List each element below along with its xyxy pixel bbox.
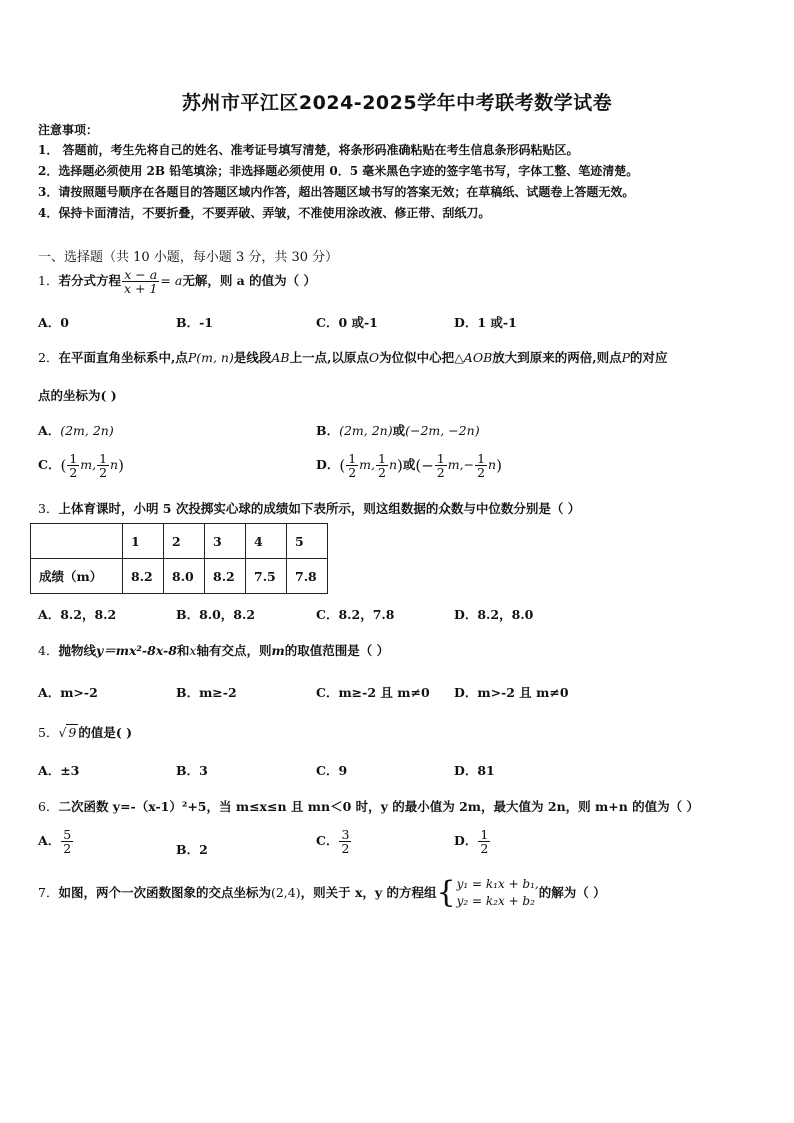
option-c[interactable] [316, 828, 352, 855]
option-label: C． [38, 457, 61, 473]
fraction [339, 828, 351, 855]
notice-heading: 注意事项： [38, 123, 99, 137]
option-a[interactable]: A．0 [38, 315, 69, 330]
option-or: 或 [402, 457, 416, 473]
square-root: √ 9 [58, 725, 77, 740]
fraction [61, 828, 73, 855]
fraction: $\frac{1}{2}$ [436, 451, 445, 481]
question-text: 上一点,以原点 [289, 350, 369, 365]
math-expression: y＝mx²-8x-8 [95, 643, 177, 658]
option-a[interactable] [38, 828, 74, 855]
question-2 [38, 348, 668, 366]
table-cell: 7.8 [287, 559, 328, 594]
option-a[interactable]: A．±3 [38, 763, 80, 778]
question-text: 无解，则 a 的值为（ ） [182, 273, 316, 289]
option-d[interactable]: D．m>-2 且 m≠0 [454, 685, 569, 700]
option-value: (2m, 2n) [339, 423, 393, 438]
fraction-numerator: 3 [341, 827, 350, 842]
option-value: (−2m, −2n) [405, 423, 480, 438]
question-7 [38, 876, 606, 911]
table-cell: 3 [205, 524, 246, 559]
question-6 [38, 797, 699, 815]
option-d[interactable] [454, 828, 491, 855]
option-b[interactable]: B．8.0，8.2 [176, 607, 256, 622]
option-c[interactable]: C．( $\frac{1}{2}$ m, $\frac{1}{2}$ n) [38, 451, 124, 481]
option-label: A． [38, 833, 61, 849]
question-text: 如图，两个一次函数图象的交点坐标为 [58, 884, 271, 900]
option-label: C． [316, 833, 339, 849]
notice-item: 3．请按照题号顺序在各题目的答题区域内作答，超出答题区域书写的答案无效；在草稿纸、试题卷上答题无效。 [38, 185, 635, 199]
radicand: 9 [68, 725, 77, 740]
table-cell: 4 [246, 524, 287, 559]
option-d[interactable]: D．8.2，8.0 [454, 607, 534, 622]
question-2-continued: 点的坐标为( ) [38, 388, 117, 403]
table-cell: 8.0 [164, 559, 205, 594]
option-b[interactable]: B．3 [176, 763, 208, 778]
option-value: (2m, 2n) [60, 423, 114, 438]
question-number: 4． [38, 643, 59, 658]
option-d[interactable]: D．1 或-1 [454, 315, 517, 330]
question-3 [38, 499, 580, 517]
math-variable: x [189, 643, 197, 658]
math-segment: AB [271, 350, 290, 365]
table-row [31, 559, 328, 594]
fraction-numerator: 1 [480, 827, 489, 842]
question-number: 6． [38, 799, 59, 814]
question-number: 7． [38, 884, 59, 900]
question-number: 1． [38, 273, 59, 289]
option-b[interactable] [316, 421, 480, 439]
fraction-denominator: x + 1 [123, 281, 158, 297]
question-text: 放大到原来的两倍,则点 [492, 350, 622, 365]
question-1 [38, 268, 316, 295]
math-origin: O [368, 350, 380, 365]
math-point: (2,4) [270, 884, 301, 900]
question-text: 上体育课时，小明 5 次投掷实心球的成绩如下表所示，则这组数据的众数与中位数分别是（ ） [58, 501, 581, 516]
table-header-row [31, 524, 328, 559]
question-number: 2． [38, 350, 59, 365]
table-cell [31, 524, 123, 559]
option-b[interactable]: B．-1 [176, 315, 213, 330]
question-text: 的对应 [630, 350, 668, 365]
fraction [478, 828, 490, 855]
table-cell: 成绩（m） [31, 559, 123, 594]
question-5 [38, 723, 132, 741]
equation-system: { y₁ = k₁x + b₁, y₂ = k₂x + b₂ [436, 875, 539, 911]
fraction-numerator: 5 [63, 827, 72, 842]
question-text: 的值是( ) [78, 725, 133, 740]
option-label: B． [316, 423, 340, 438]
fraction-denominator: 2 [63, 841, 72, 857]
page-title: 苏州市平江区2024-2025学年中考联考数学试卷 [181, 92, 613, 114]
fraction: $\frac{1}{2}$ [377, 451, 386, 481]
fraction-numerator: x − a [124, 267, 158, 282]
equation-line: y₁ = k₁x + b₁, [456, 877, 539, 891]
section-heading: 一、选择题（共 10 小题，每小题 3 分，共 30 分） [38, 250, 339, 265]
table-cell: 2 [164, 524, 205, 559]
math-point: P [621, 350, 631, 365]
equation-line: y₂ = k₂x + b₂ [456, 894, 535, 909]
question-text: 二次函数 y=-（x-1）²+5，当 m≤x≤n 且 mn＜0 时，y 的最小值为 2m，最大值为 2n，则 m+n 的值为（ ） [58, 799, 700, 814]
option-c[interactable]: C．m≥-2 且 m≠0 [316, 685, 430, 700]
math-triangle: △AOB [454, 350, 493, 365]
equation-rhs: = a [160, 273, 183, 289]
option-c[interactable]: C．8.2，7.8 [316, 607, 395, 622]
fraction: $\frac{1}{2}$ [477, 451, 486, 481]
question-text: 和 [176, 643, 190, 658]
scores-table [30, 523, 328, 594]
option-a[interactable]: A．m>-2 [38, 685, 98, 700]
question-4 [38, 641, 389, 659]
fraction-denominator: 2 [341, 841, 350, 857]
math-point: P(m, n) [187, 350, 234, 365]
question-text: 的解为（ ） [538, 884, 606, 900]
question-text: 为位似中心把 [379, 350, 455, 365]
table-cell: 1 [123, 524, 164, 559]
math-variable: m [271, 643, 285, 658]
notice-item: 4．保持卡面清洁，不要折叠，不要弄破、弄皱，不准使用涂改液、修正带、刮纸刀。 [38, 206, 491, 220]
question-text: ，则关于 x，y 的方程组 [300, 884, 437, 900]
question-text: 的取值范围是（ ） [284, 643, 390, 658]
notice-item: 1． 答题前，考生先将自己的姓名、准考证号填写清楚，将条形码准确粘贴在考生信息条形码粘贴区。 [38, 143, 579, 157]
question-text: 轴有交点，则 [196, 643, 272, 658]
option-d[interactable]: D．81 [454, 763, 495, 778]
notice-item: 2．选择题必须使用 2B 铅笔填涂；非选择题必须使用 0．5 毫米黑色字迹的签字笔书写，字体工整、笔迹清楚。 [38, 164, 639, 178]
question-text: 抛物线 [58, 643, 96, 658]
option-label: D． [316, 457, 340, 473]
option-label: A． [38, 423, 61, 438]
option-c[interactable]: C．9 [316, 763, 348, 778]
fraction: $\frac{1}{2}$ [99, 451, 108, 481]
question-number: 3． [38, 501, 59, 516]
option-b[interactable]: B．m≥-2 [176, 685, 237, 700]
option-d[interactable]: D．( $\frac{1}{2}$ m, $\frac{1}{2}$ n)或(− $\frac{1}{2}$ m,− $\frac{1}{2}$ n) [316, 451, 502, 481]
option-b[interactable]: B．2 [176, 842, 208, 857]
option-label: D． [454, 833, 478, 849]
fraction-denominator: 2 [480, 841, 489, 857]
table-cell: 8.2 [205, 559, 246, 594]
fraction [122, 268, 159, 295]
option-c[interactable]: C．0 或-1 [316, 315, 378, 330]
table-cell: 7.5 [246, 559, 287, 594]
option-a[interactable] [38, 421, 114, 439]
question-text: 若分式方程 [58, 273, 121, 289]
table-cell: 5 [287, 524, 328, 559]
option-or: 或 [392, 423, 406, 438]
fraction: $\frac{1}{2}$ [69, 451, 78, 481]
table-cell: 8.2 [123, 559, 164, 594]
question-text: 是线段 [233, 350, 272, 365]
question-number: 5． [38, 725, 59, 740]
question-text: 在平面直角坐标系中,点 [58, 350, 188, 365]
option-a[interactable]: A．8.2，8.2 [38, 607, 117, 622]
fraction: $\frac{1}{2}$ [348, 451, 357, 481]
